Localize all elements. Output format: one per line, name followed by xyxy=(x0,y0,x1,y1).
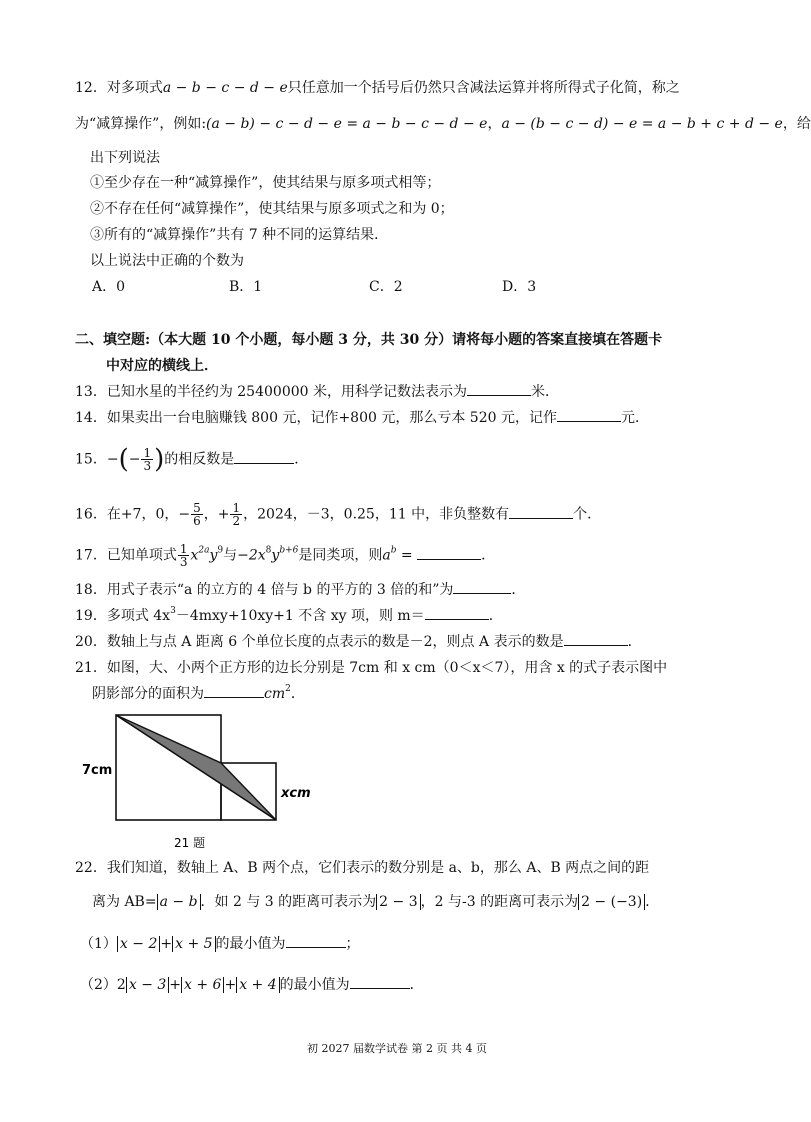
q12-example-1: (a − b) − c − d − e = a − b − c − d − e xyxy=(206,116,488,132)
q15-paren-open: ( xyxy=(118,444,129,475)
q12-text-cont: 只任意加一个括号后仍然只含减法运算并将所得式子化简，称之 xyxy=(287,80,680,96)
q15-fraction xyxy=(141,447,153,472)
q22-ab-label: 离为 AB= xyxy=(92,894,157,910)
q17-b-exp: b xyxy=(390,545,397,556)
q21-line2-text: 阴影部分的面积为 xyxy=(92,686,204,702)
q20-answer-blank xyxy=(564,631,628,646)
q16-f1-denominator: 6 xyxy=(193,514,201,528)
label-7cm: 7cm xyxy=(82,763,113,778)
q12-line2 xyxy=(75,113,811,135)
q22-part2-answer-blank xyxy=(350,974,410,989)
q19-number: 19． xyxy=(75,608,107,624)
q17-mono2-x: −2x xyxy=(237,547,266,564)
q22-part1-text: 的最小值为 xyxy=(215,936,286,952)
q13-text: 已知水星的半径约为 25400000 米，用科学记数法表示为 xyxy=(106,384,467,400)
q16-f1-numerator: 5 xyxy=(193,501,201,515)
q14-answer-blank xyxy=(557,407,621,422)
q13 xyxy=(75,381,559,403)
q12-statement-3: ③所有的“减算操作”共有 7 种不同的运算结果． xyxy=(90,227,389,243)
q12-line3: 出下列说法 xyxy=(90,150,160,166)
q22-part2-abs-b: x + 6 xyxy=(181,977,224,993)
q22-part2-label: （2） xyxy=(80,977,117,993)
q17-answer-blank xyxy=(417,545,481,560)
q16-fraction2-sign: + xyxy=(217,506,230,523)
q22-part1-abs-a: x − 2 xyxy=(117,936,160,952)
q15-text: 的相反数是 xyxy=(164,451,235,468)
q22-part2-coef: 2 xyxy=(116,977,126,993)
q13-number: 13． xyxy=(75,384,107,400)
q12-text: 对多项式 xyxy=(106,80,163,96)
q12-option-c: C．2 xyxy=(369,279,403,295)
q22-number: 22． xyxy=(75,860,107,876)
q22-part2 xyxy=(80,974,424,996)
q15-end: ． xyxy=(294,451,309,468)
q22-part2-abs-a: x − 3 xyxy=(126,977,169,993)
q13-answer-blank xyxy=(467,381,531,396)
q17-numerator: 1 xyxy=(179,542,188,556)
q21-figure xyxy=(78,708,338,858)
q21-text: 如图，大、小两个正方形的边长分别是 7cm 和 x cm（0＜x＜7），用含 x 的式子表示图中 xyxy=(106,660,668,676)
q15-answer-blank xyxy=(234,449,294,464)
q12-line2-text: 为“减算操作”，例如: xyxy=(75,116,207,132)
q15-denominator: 3 xyxy=(143,459,152,473)
q19-answer-blank xyxy=(425,605,489,620)
q17-equals: = xyxy=(396,547,418,564)
q12-number: 12． xyxy=(75,80,107,96)
q22-line1 xyxy=(75,857,649,879)
q18-answer-blank xyxy=(453,579,511,594)
q16-f2-numerator: 1 xyxy=(232,501,241,515)
q12-statement-1: ①至少存在一种“减算操作”，使其结果与原多项式相等； xyxy=(90,175,441,191)
q22-part2-text: 的最小值为 xyxy=(279,977,350,993)
q21-answer-blank xyxy=(204,683,264,698)
q17-a: a xyxy=(382,547,391,564)
q16-comma: ， xyxy=(203,506,218,523)
q17-mono2-y: y xyxy=(271,547,280,564)
q16-fraction-2 xyxy=(230,502,242,527)
q14-unit: 元． xyxy=(620,410,649,426)
q12-option-a: A．0 xyxy=(92,279,126,295)
q16-number: 16． xyxy=(75,506,107,523)
q18-text: 用式子表示“a 的立方的 4 倍与 b 的平方的 3 倍的和”为 xyxy=(106,582,454,598)
q22-abs-example-1: 2 − 3 xyxy=(376,894,420,910)
q18-end: ． xyxy=(511,582,526,598)
q17-mono1-x: x xyxy=(190,547,199,564)
q17 xyxy=(75,543,495,568)
q22-part1-plus: + xyxy=(160,936,173,952)
q19-text: 多项式 4x xyxy=(106,608,171,624)
q15-number: 15． xyxy=(75,451,107,468)
q21-end: ． xyxy=(290,686,305,702)
q22-line2-end: ． xyxy=(645,894,660,910)
q22-part1-abs-b: x + 5 xyxy=(172,936,215,952)
q12-polynomial: a − b − c − d − e xyxy=(162,80,288,96)
figure-caption: 21 题 xyxy=(174,836,206,850)
q16-fraction-1 xyxy=(191,502,203,527)
q22-text: 我们知道，数轴上 A、B 两个点，它们表示的数分别是 a、b，那么 A、B 两点之间的距 xyxy=(106,860,650,876)
q21-line2 xyxy=(92,683,305,705)
q16-text-cont: ，2024，－3，0.25，11 中，非负整数有 xyxy=(243,506,510,523)
q12-line2-end: ，给 xyxy=(782,116,811,132)
q15-inner-minus: − xyxy=(128,451,141,468)
q14 xyxy=(75,407,649,429)
q12-statement-2: ②不存在任何“减算操作”，使其结果与原多项式之和为 0； xyxy=(90,201,454,217)
q17-fraction xyxy=(178,543,190,568)
section2-title-line2: 中对应的横线上． xyxy=(106,358,218,374)
q21-unit: cm xyxy=(264,686,286,702)
q17-mono2-x-exp: 8 xyxy=(265,545,272,556)
q16-end: 个． xyxy=(573,506,602,523)
q17-mono1-x-exp: 2a xyxy=(198,545,210,556)
section2-title-line1: 二、填空题:（本大题 10 个小题，每小题 3 分，共 30 分）请将每小题的答案直接填在答题卡 xyxy=(75,332,663,348)
q17-mono1-y: y xyxy=(209,547,218,564)
q16-fraction1-sign: − xyxy=(178,506,191,523)
q16-answer-blank xyxy=(509,504,573,519)
q16-f2-denominator: 2 xyxy=(232,514,241,528)
q22-part2-plus-1: + xyxy=(169,977,182,993)
page-footer: 初 2027 届数学试卷 第 2 页 共 4 页 xyxy=(307,1042,487,1055)
q12-ask: 以上说法中正确的个数为 xyxy=(90,253,244,269)
q14-number: 14． xyxy=(75,410,107,426)
q22-line2 xyxy=(92,891,659,913)
q20 xyxy=(75,631,642,653)
q22-part1-end: ； xyxy=(345,936,360,952)
q20-number: 20． xyxy=(75,634,107,650)
q17-end: ． xyxy=(481,547,496,564)
q15 xyxy=(75,444,309,475)
q22-part1-answer-blank xyxy=(286,933,346,948)
q22-abs-ab: a − b xyxy=(157,894,201,910)
label-xcm: xcm xyxy=(281,786,311,801)
q22-part1 xyxy=(80,933,360,955)
q19-exponent: 3 xyxy=(170,606,176,616)
q18-number: 18． xyxy=(75,582,107,598)
q12-option-b: B．1 xyxy=(229,279,263,295)
q22-abs-example-2: 2 − (−3) xyxy=(578,894,645,910)
q20-end: ． xyxy=(627,634,642,650)
diagonal-line xyxy=(116,715,276,820)
q22-part1-label: （1） xyxy=(80,936,117,952)
q15-minus: − xyxy=(106,451,119,468)
q22-text-mid2: ，2 与-3 的距离可表示为 xyxy=(420,894,579,910)
q12-example-2: a − (b − c − d) − e = a − b + c + d − e xyxy=(501,116,783,132)
q18 xyxy=(75,579,525,601)
q15-numerator: 1 xyxy=(143,446,152,460)
q17-mono2-y-exp: b+6 xyxy=(279,545,299,556)
q17-mono1-y-exp: 9 xyxy=(217,545,224,556)
q14-text: 如果卖出一台电脑赚钱 800 元，记作+800 元，那么亏本 520 元，记作 xyxy=(106,410,557,426)
q12-separator: ， xyxy=(487,116,502,132)
q17-text-cont: 是同类项，则 xyxy=(298,547,383,564)
q22-part2-plus-2: + xyxy=(224,977,237,993)
q16 xyxy=(75,502,601,527)
q15-paren-close: ) xyxy=(154,444,165,475)
q17-and: 与 xyxy=(223,547,238,564)
q12-options xyxy=(92,276,572,298)
q22-text-mid: ．如 2 与 3 的距离可表示为 xyxy=(200,894,377,910)
q12-line1 xyxy=(75,77,680,99)
q12-option-d: D．3 xyxy=(502,279,537,295)
q13-unit: 米． xyxy=(531,384,559,400)
q17-denominator: 3 xyxy=(179,555,188,569)
q21-unit-exp: 2 xyxy=(285,684,291,694)
q17-number: 17． xyxy=(75,547,107,564)
q19 xyxy=(75,605,503,627)
q19-end: ． xyxy=(488,608,503,624)
q22-part2-abs-c: x + 4 xyxy=(236,977,279,993)
q21-line1 xyxy=(75,657,667,679)
q16-text: 在+7，0， xyxy=(106,506,179,523)
q21-number: 21． xyxy=(75,660,107,676)
q22-part2-end: ． xyxy=(409,977,424,993)
q17-text: 已知单项式 xyxy=(106,547,177,564)
q20-text: 数轴上与点 A 距离 6 个单位长度的点表示的数是－2，则点 A 表示的数是 xyxy=(106,634,564,650)
q19-text-cont: －4mxy+10xy+1 不含 xy 项，则 m＝ xyxy=(175,608,425,624)
